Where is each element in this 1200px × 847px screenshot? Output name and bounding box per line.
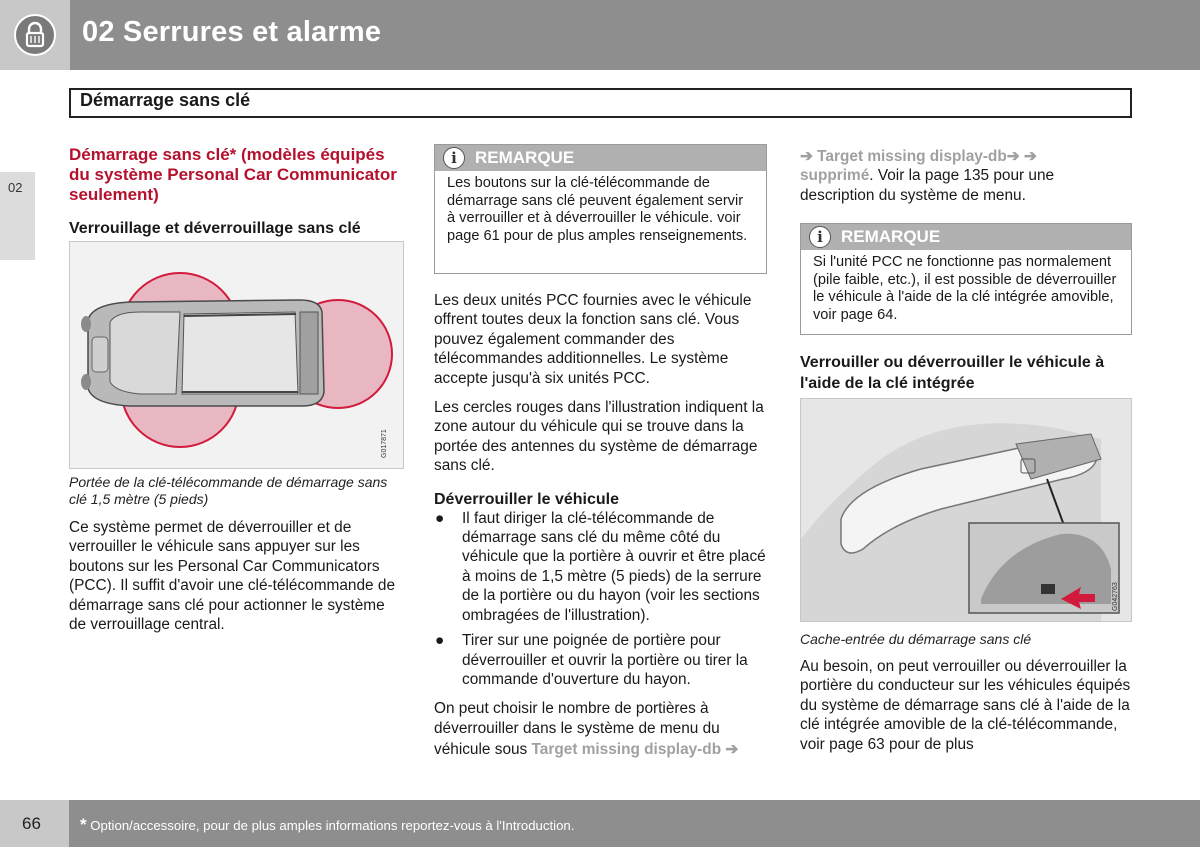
column-1-subheading: Verrouillage et déverrouillage sans clé — [69, 220, 361, 237]
note-header — [435, 145, 766, 171]
list-item: ● Il faut diriger la clé-télécommande de démarrage sans clé du même côté du véhicule que la portière à ouvrir et être placé à moins de 1,5 mètre (5 pieds) de la serrure de la portière ou du hayon (voir les sections ombragées de l'illustration). — [435, 509, 766, 624]
column-3-lower — [800, 631, 1135, 754]
section-title: Démarrage sans clé — [80, 90, 251, 110]
column-2 — [434, 291, 769, 760]
info-icon: i — [443, 147, 465, 169]
menu-link[interactable]: ➔ Target missing display-db➔ ➔ — [800, 148, 1037, 165]
note-header — [801, 224, 1131, 250]
door-handle-illustration — [801, 399, 1131, 621]
menu-link[interactable]: Target missing display-db ➔ — [531, 741, 739, 759]
car-range-illustration — [70, 242, 403, 468]
column-3-paragraph: Au besoin, on peut verrouiller ou déverrouiller la portière du conducteur sur les véhicules équipés du système de démarrage sans clé à l'aide de la clé intégrée amovible de la clé-télécommande, voir page 63 pour de plus — [800, 658, 1131, 753]
column-1-heading: Démarrage sans clé* (modèles équipés du système Personal Car Communicator seulement) — [69, 145, 397, 204]
car-top-view — [81, 300, 324, 406]
door-handle-figure — [800, 398, 1132, 622]
column-2-paragraph-2: Les cercles rouges dans l'illustration indiquent la zone autour du véhicule qui se trouve dans la portée des antennes du système de démarrage sans clé. — [434, 399, 764, 475]
figure-caption: Cache-entrée du démarrage sans clé — [800, 631, 1032, 647]
column-2-paragraph-3: On peut choisir le nombre de portières à déverrouiller dans le système de menu du — [434, 700, 720, 737]
column-1-paragraph: Ce système permet de déverrouiller et de verrouiller le véhicule sans appuyer sur les boutons sur les Personal Car Communicators (PCC). Il suffit d'avoir une clé-télécommande de démarrage sans clé pour actionner le système de verrouillage central. — [69, 519, 395, 634]
column-3-subheading: Verrouiller ou déverrouiller le véhicule à l'aide de la clé intégrée — [800, 354, 1105, 392]
column-2-subheading: Déverrouiller le véhicule — [434, 490, 619, 508]
chapter-side-tab-label: 02 — [8, 180, 23, 195]
note-title: REMARQUE — [475, 148, 575, 167]
footnote-text: Option/accessoire, pour de plus amples informations reportez-vous à l'Introduction. — [90, 818, 575, 833]
column-1 — [69, 145, 399, 239]
page-number: 66 — [22, 814, 41, 833]
note-text: Les boutons sur la clé-télécommande de démarrage sans clé peuvent également servir à verrouiller et à déverrouiller le véhicule. voir page 61 pour de plus amples renseignements. — [447, 175, 748, 244]
note-text: Si l'unité PCC ne fonctionne pas normalement (pile faible, etc.), il est possible de déverrouiller le véhicule à l'aide de la clé intégrée amovible, voir page 64. — [813, 254, 1117, 323]
list-item: ● Tirer sur une poignée de portière pour déverrouiller et ouvrir la portière ou tirer la commande d'ouverture du hayon. — [435, 632, 748, 688]
bullet-list — [434, 509, 769, 690]
car-range-figure — [69, 241, 404, 469]
lock-icon — [14, 14, 56, 56]
note-box-2 — [800, 223, 1132, 335]
column-3-link-paragraph: ➔ Target missing display-db➔ ➔ supprimé. Voir la page 135 pour une description du système de menu. — [800, 148, 1055, 204]
menu-link-suffix[interactable]: supprimé — [800, 167, 870, 185]
figure-code: G042763 — [1112, 582, 1119, 611]
column-1-lower — [69, 474, 404, 634]
note-box-1 — [434, 144, 767, 274]
column-2-paragraph-1: Les deux unités PCC fournies avec le véhicule offrent toutes deux la fonction sans clé. Vous pouvez également commander des télécommandes additionnelles. Le système accepte jusqu'à six unités PCC. — [434, 292, 752, 387]
footnote — [80, 815, 574, 835]
note-title: REMARQUE — [841, 227, 941, 246]
figure-caption: Portée de la clé-télécommande de démarrage sans clé 1,5 mètre (5 pieds) — [69, 474, 388, 507]
footnote-star: * — [80, 815, 87, 834]
column-3 — [800, 147, 1130, 205]
info-icon: i — [809, 226, 831, 248]
column-2-paragraph-3-end: véhicule sous Target missing display-db ➔ — [434, 741, 739, 759]
chapter-title: 02 Serrures et alarme — [82, 16, 382, 48]
column-3-subheading-block — [800, 352, 1130, 394]
figure-code: G017871 — [381, 429, 388, 458]
